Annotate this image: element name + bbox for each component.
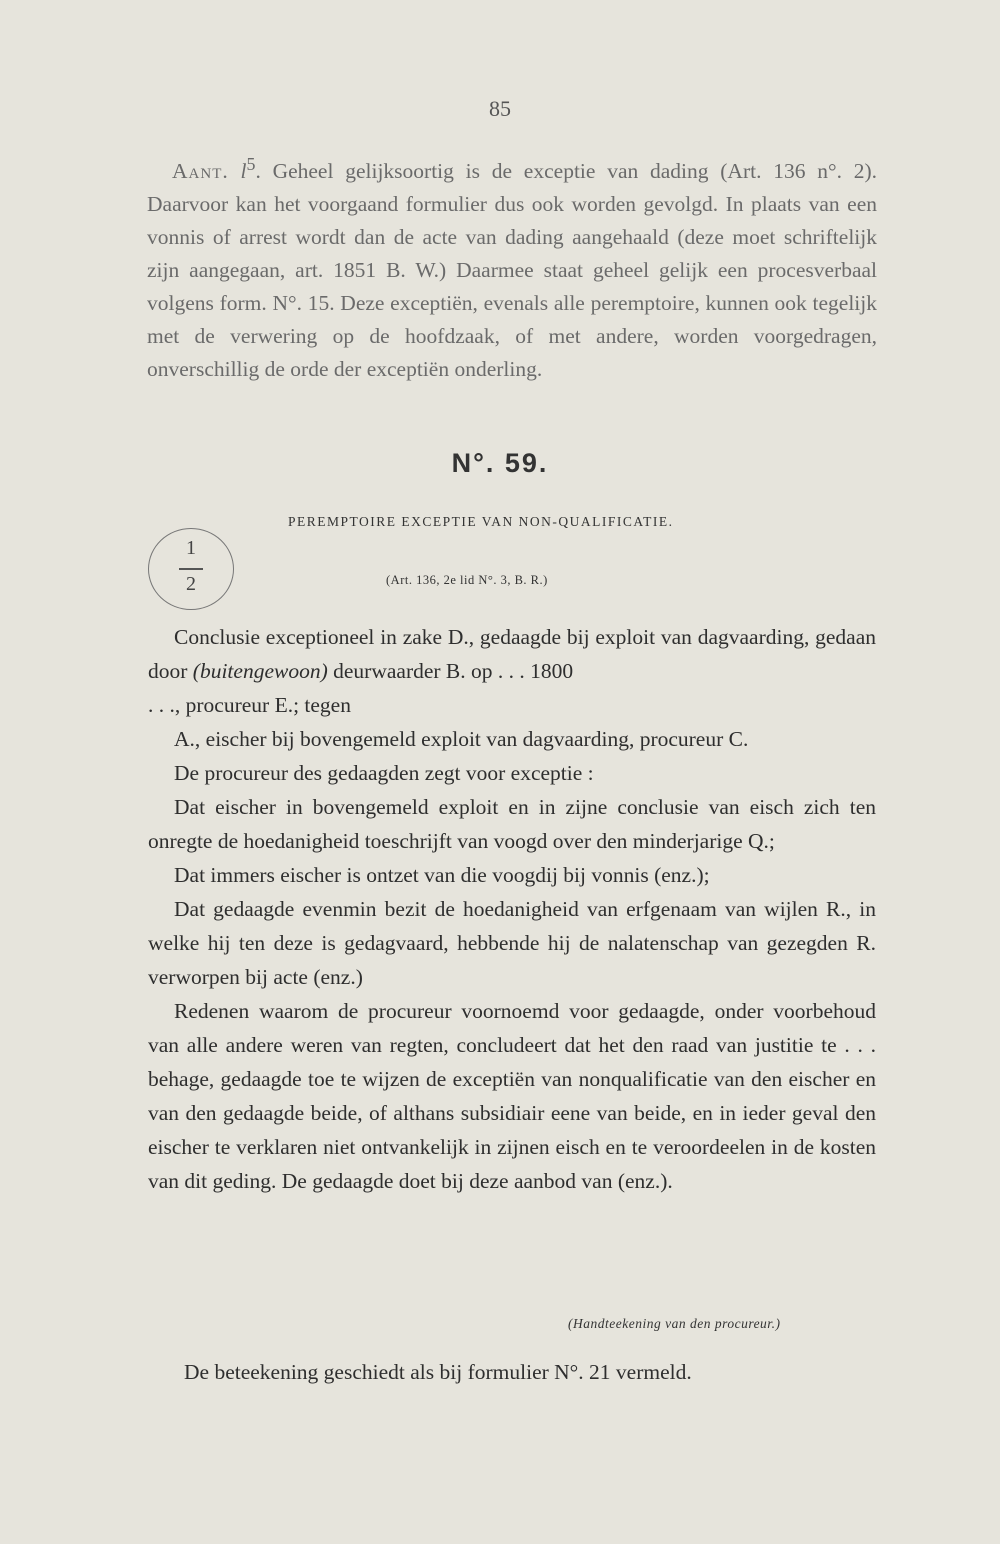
closing-line: De beteekening geschiedt als bij formulier N°. 21 vermeld. (184, 1360, 692, 1384)
annotation-lead: Aant. (172, 159, 229, 184)
stamp-fraction-bar (179, 568, 203, 570)
page-number: 85 (489, 96, 511, 121)
annotation-marker-sup: 5 (246, 154, 256, 174)
body-paragraph-4: Dat eischer in bovengemeld exploit en in zijne conclusie van eisch zich ten onregte de hoedanigheid toeschrijft van voogd over den minderjarige Q.; (148, 795, 876, 853)
annotation-paragraph (147, 148, 877, 386)
form-title: PEREMPTOIRE EXCEPTIE VAN NON-QUALIFICATIE. (288, 514, 674, 529)
body-p1-text-end: deurwaarder B. op . . . 1800 (327, 659, 574, 683)
body-paragraph-6: Dat gedaagde evenmin bezit de hoedanigheid van erfgenaam van wijlen R., in welke hij ten deze is gedagvaard, hebbende hij de nalatenschap van gezegden R. verworpen bij acte (enz.) (148, 897, 876, 989)
annotation-text: . Geheel gelijksoortig is de exceptie van dading (Art. 136 n°. 2). Daarvoor kan het voorgaand formulier dus ook worden gevolgd. In plaats van een vonnis of arrest wordt dan de acte van dading aangehaald (deze moet schriftelijk zijn aangegaan, art. 1851 B. W.) Daarmee staat geheel gelijk een procesverbaal volgens form. N°. 15. Deze exceptiën, evenals alle peremptoire, kunnen ook tegelijk met de verwering op de hoofdzaak, of met andere, worden voorgedragen, onverschillig de orde der exceptiën onderling. (147, 159, 878, 382)
body-paragraph-7: Redenen waarom de procureur voornoemd voor gedaagde, onder voorbehoud van alle andere weren van regten, concludeert dat het den raad van justitie te . . . behage, gedaagde toe te wijzen de exceptiën van nonqualificatie van den eischer en van den gedaagde beide, of althans subsidiair eene van beide, en in ieder geval den eischer te verklaren niet ontvankelijk in zijnen eisch en te veroordeelen in de kosten van dit geding. De gedaagde doet bij deze aanbod van (enz.). (148, 999, 876, 1193)
form-body (148, 620, 876, 1198)
body-paragraph-1-continued: . . ., procureur E.; tegen (148, 693, 351, 717)
fraction-stamp (148, 528, 234, 610)
stamp-numerator: 1 (186, 537, 196, 559)
signature-line: (Handteekening van den procureur.) (568, 1316, 781, 1331)
body-paragraph-3: De procureur des gedaagden zegt voor exceptie : (174, 761, 594, 785)
form-reference: (Art. 136, 2e lid N°. 3, B. R.) (386, 573, 548, 587)
annotation-marker: l (240, 159, 247, 184)
body-p1-text: Conclusie exceptioneel in zake D., gedaagde bij exploit van dagvaarding, gedaan door (148, 625, 876, 683)
body-paragraph-5: Dat immers eischer is ontzet van die voogdij bij vonnis (enz.); (174, 863, 710, 887)
body-paragraph-1 (148, 620, 876, 688)
body-paragraph-2: A., eischer bij bovengemeld exploit van dagvaarding, procureur C. (174, 727, 749, 751)
stamp-denominator: 2 (186, 573, 196, 595)
body-p1-italic: (buitengewoon) (192, 659, 328, 683)
form-number: N°. 59. (451, 448, 549, 478)
